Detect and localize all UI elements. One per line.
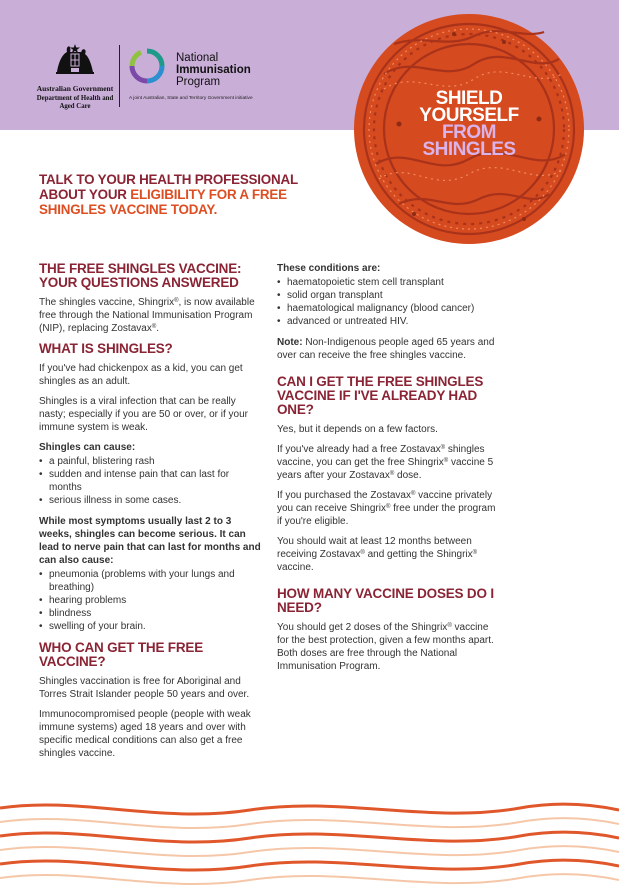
reg-mark: ® bbox=[389, 471, 395, 477]
paragraph: Yes, but it depends on a few factors. bbox=[277, 424, 438, 435]
gov-dept: Department of Health and Aged Care bbox=[36, 95, 114, 111]
reg-mark: ® bbox=[440, 445, 446, 451]
complications-list bbox=[39, 568, 261, 633]
list-item: • pneumonia (problems with your lungs and breathing) bbox=[39, 568, 261, 594]
reg-mark: ® bbox=[385, 504, 391, 510]
paragraph bbox=[277, 535, 502, 574]
nip-logo-text bbox=[176, 52, 251, 88]
coat-of-arms-icon bbox=[53, 42, 97, 76]
text: If you've already had a free Zostavax bbox=[277, 444, 441, 455]
text: vaccine 5 years after your Zostavax bbox=[277, 457, 494, 481]
text: dose. bbox=[394, 470, 422, 481]
tagline bbox=[39, 172, 329, 217]
text: You should wait at least 12 months between receiving Zostavax bbox=[277, 536, 472, 560]
causes-label: Shingles can cause: bbox=[39, 442, 136, 453]
reg-mark: ® bbox=[447, 623, 452, 629]
conditions-label: These conditions are: bbox=[277, 263, 381, 274]
australian-government-logo bbox=[30, 42, 120, 112]
text: vaccine for the best protection, given a few months apart. Both doses are free through the National Immunisation Program. bbox=[277, 622, 494, 672]
badge-line2: YOURSELF bbox=[419, 105, 519, 126]
intro-text-a: The shingles vaccine, Shingrix bbox=[39, 297, 175, 308]
badge-title bbox=[354, 90, 584, 158]
nip-line2: Immunisation bbox=[176, 64, 251, 76]
paragraph bbox=[277, 489, 502, 528]
nip-line3: Program bbox=[176, 76, 221, 88]
left-column bbox=[39, 262, 261, 767]
reg-mark: ® bbox=[360, 550, 365, 556]
nip-ring-icon bbox=[129, 48, 165, 84]
text: shingles vaccine, you can get the free Shingrix bbox=[277, 444, 485, 468]
list-item: • blindness bbox=[39, 607, 261, 620]
intro-text-b: , is now available free through the National Immunisation Program (NIP), replacing Zostavax bbox=[39, 297, 255, 334]
intro-paragraph bbox=[39, 296, 261, 335]
nip-subtitle: A joint Australian, State and Territory Government initiative bbox=[129, 96, 253, 101]
badge-line4: SHINGLES bbox=[422, 139, 516, 160]
text: If you purchased the Zostavax bbox=[277, 490, 411, 501]
causes-list bbox=[39, 455, 261, 507]
complications-intro: While most symptoms usually last 2 to 3 weeks, shingles can become serious. It can lead to nerve pain that can last for months and can also cause: bbox=[39, 516, 261, 566]
gov-name: Australian Government bbox=[36, 84, 114, 93]
right-column bbox=[277, 262, 502, 680]
logo-divider bbox=[119, 45, 120, 107]
intro-text-c: . bbox=[156, 323, 160, 334]
note-label: Note: bbox=[277, 337, 303, 348]
note-paragraph bbox=[277, 336, 502, 362]
text: vaccine. bbox=[277, 562, 314, 573]
section-title-who-can-get: WHO CAN GET THE FREE VACCINE? bbox=[39, 640, 203, 669]
note-text: Non-Indigenous people aged 65 years and over can receive the free shingles vaccine. bbox=[277, 337, 495, 361]
badge-line1: SHIELD bbox=[435, 88, 503, 109]
reg-mark: ® bbox=[443, 458, 449, 464]
text: and getting the Shingrix bbox=[364, 549, 473, 560]
conditions-list bbox=[277, 276, 502, 328]
list-item: • advanced or untreated HIV. bbox=[277, 315, 502, 328]
list-item: • swelling of your brain. bbox=[39, 620, 261, 633]
decorative-waves bbox=[0, 796, 619, 886]
list-item: • solid organ transplant bbox=[277, 289, 502, 302]
paragraph: Shingles vaccination is free for Aboriginal and Torres Strait Islander people 50 years and over. bbox=[39, 676, 250, 700]
section-title-how-many-doses: HOW MANY VACCINE DOSES DO I NEED? bbox=[277, 586, 494, 615]
list-item: • sudden and intense pain that can last for months bbox=[39, 468, 261, 494]
text: vaccine privately you can receive Shingrix bbox=[277, 490, 493, 514]
tagline-part1: TALK TO YOUR HEALTH PROFESSIONAL ABOUT YOUR bbox=[39, 172, 298, 202]
paragraph bbox=[277, 443, 502, 482]
paragraph bbox=[277, 621, 502, 673]
reg-mark: ® bbox=[410, 491, 416, 497]
list-item: • haematological malignancy (blood cancer) bbox=[277, 302, 502, 315]
reg-mark: ® bbox=[151, 324, 157, 330]
section-title-already-had-one: CAN I GET THE FREE SHINGLES VACCINE IF I'VE ALREADY HAD ONE? bbox=[277, 374, 484, 417]
reg-mark: ® bbox=[472, 550, 478, 556]
list-item: • hearing problems bbox=[39, 594, 261, 607]
tagline-accent: ELIGIBILITY FOR A FREE SHINGLES VACCINE TODAY. bbox=[39, 187, 287, 217]
list-item: • haematopoietic stem cell transplant bbox=[277, 276, 502, 289]
badge-line3: FROM bbox=[442, 122, 496, 143]
section-title-what-is-shingles: WHAT IS SHINGLES? bbox=[39, 341, 173, 356]
list-item: • a painful, blistering rash bbox=[39, 455, 261, 468]
section-title-free-vaccine: THE FREE SHINGLES VACCINE: YOUR QUESTIONS ANSWERED bbox=[39, 261, 242, 290]
list-item: • serious illness in some cases. bbox=[39, 494, 261, 507]
text: free under the program if you're eligible. bbox=[277, 503, 496, 527]
paragraph: Immunocompromised people (people with weak immune systems) aged 18 years and over with specific medical conditions can also get a free shingles vaccine. bbox=[39, 709, 251, 759]
text: You should get 2 doses of the Shingrix bbox=[277, 622, 448, 633]
reg-mark: ® bbox=[174, 298, 179, 304]
paragraph: If you've had chickenpox as a kid, you can get shingles as an adult. bbox=[39, 363, 243, 387]
nip-line1: National bbox=[176, 52, 219, 64]
paragraph: Shingles is a viral infection that can be really nasty; especially if you are 50 or over, or if your immune system is weak. bbox=[39, 396, 248, 433]
